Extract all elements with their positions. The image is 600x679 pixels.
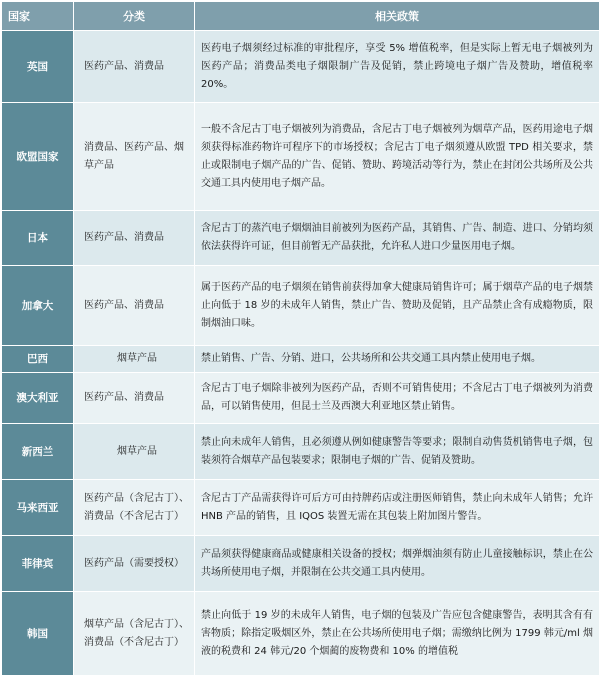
category-cell: 消费品、医药产品、烟草产品 xyxy=(74,103,195,211)
policy-cell: 一般不含尼古丁电子烟被列为消费品，含尼古丁电子烟被列为烟草产品，医药用途电子烟须获得标准药物许可程序下的市场授权；含尼古丁电子烟须遵从欧盟 TPD 相关要求，禁止或限制电子烟产品的广告、促销、赞助、跨境活动等行为，禁止在封闭公共场所及公共交通工具内使用电子烟产品。 xyxy=(195,103,600,211)
header-policy: 相关政策 xyxy=(195,2,600,31)
policy-cell: 禁止销售、广告、分销、进口，公共场所和公共交通工具内禁止使用电子烟。 xyxy=(195,346,600,373)
country-cell: 欧盟国家 xyxy=(2,103,74,211)
category-cell: 医药产品、消费品 xyxy=(74,211,195,266)
policy-cell: 含尼古丁电子烟除非被列为医药产品，否则不可销售使用；不含尼古丁电子烟被列为消费品，可以销售使用，但昆士兰及西澳大利亚地区禁止销售。 xyxy=(195,373,600,424)
table-row xyxy=(2,31,600,103)
policy-cell: 含尼古丁的蒸汽电子烟烟油目前被列为医药产品，其销售、广告、制造、进口、分销均须依法获得许可证，但目前暂无产品获批，允许私人进口少量医用电子烟。 xyxy=(195,211,600,266)
table-row xyxy=(2,346,600,373)
header-category: 分类 xyxy=(74,2,195,31)
category-cell: 医药产品、消费品 xyxy=(74,373,195,424)
policy-table xyxy=(1,1,600,676)
country-cell: 澳大利亚 xyxy=(2,373,74,424)
country-cell: 日本 xyxy=(2,211,74,266)
policy-cell: 禁止向未成年人销售，且必须遵从例如健康警告等要求；限制自动售货机销售电子烟，包装须符合烟草产品包装要求；限制电子烟的广告、促销及赞助。 xyxy=(195,424,600,480)
policy-cell: 禁止向低于 19 岁的未成年人销售，电子烟的包装及广告应包含健康警告，表明其含有有害物质；除指定吸烟区外，禁止在公共场所使用电子烟；需缴纳比例为 1799 韩元/ml 烟液的税费和 24 韩元/20 个烟蔺的废物费和 10% 的增值税 xyxy=(195,592,600,676)
country-cell: 英国 xyxy=(2,31,74,103)
category-cell: 烟草产品（含尼古丁）、消费品（不含尼古丁） xyxy=(74,592,195,676)
category-cell: 医药产品、消费品 xyxy=(74,31,195,103)
policy-cell: 产品须获得健康商品或健康相关设备的授权；烟弹烟油须有防止儿童接触标识，禁止在公共场所使用电子烟，并限制在公共交通工具内使用。 xyxy=(195,536,600,592)
country-cell: 巴西 xyxy=(2,346,74,373)
table-row xyxy=(2,480,600,536)
policy-cell: 医药电子烟须经过标准的审批程序，享受 5% 增值税率，但是实际上暂无电子烟被列为医药产品；消费品类电子烟限制广告及促销，禁止跨境电子烟广告及赞助，增值税率 20%。 xyxy=(195,31,600,103)
table-row xyxy=(2,373,600,424)
table-row xyxy=(2,266,600,346)
country-cell: 韩国 xyxy=(2,592,74,676)
policy-cell: 含尼古丁产品需获得许可后方可由持牌药店或注册医师销售，禁止向未成年人销售；允许 HNB 产品的销售，且 IQOS 装置无需在其包装上附加图片警告。 xyxy=(195,480,600,536)
category-cell: 烟草产品 xyxy=(74,424,195,480)
table-row xyxy=(2,592,600,676)
header-country: 国家 xyxy=(2,2,74,31)
table-row xyxy=(2,424,600,480)
country-cell: 加拿大 xyxy=(2,266,74,346)
table-row xyxy=(2,536,600,592)
category-cell: 医药产品（需要授权） xyxy=(74,536,195,592)
table-row xyxy=(2,211,600,266)
country-cell: 菲律宾 xyxy=(2,536,74,592)
category-cell: 医药产品（含尼古丁）、消费品（不含尼古丁） xyxy=(74,480,195,536)
header-row xyxy=(2,2,600,31)
table-row xyxy=(2,103,600,211)
category-cell: 烟草产品 xyxy=(74,346,195,373)
category-cell: 医药产品、消费品 xyxy=(74,266,195,346)
country-cell: 马来西亚 xyxy=(2,480,74,536)
country-cell: 新西兰 xyxy=(2,424,74,480)
policy-cell: 属于医药产品的电子烟须在销售前获得加拿大健康局销售许可；属于烟草产品的电子烟禁止向低于 18 岁的未成年人销售，禁止广告、赞助及促销，且产品禁止含有成瘾物质，限制烟油口味。 xyxy=(195,266,600,346)
